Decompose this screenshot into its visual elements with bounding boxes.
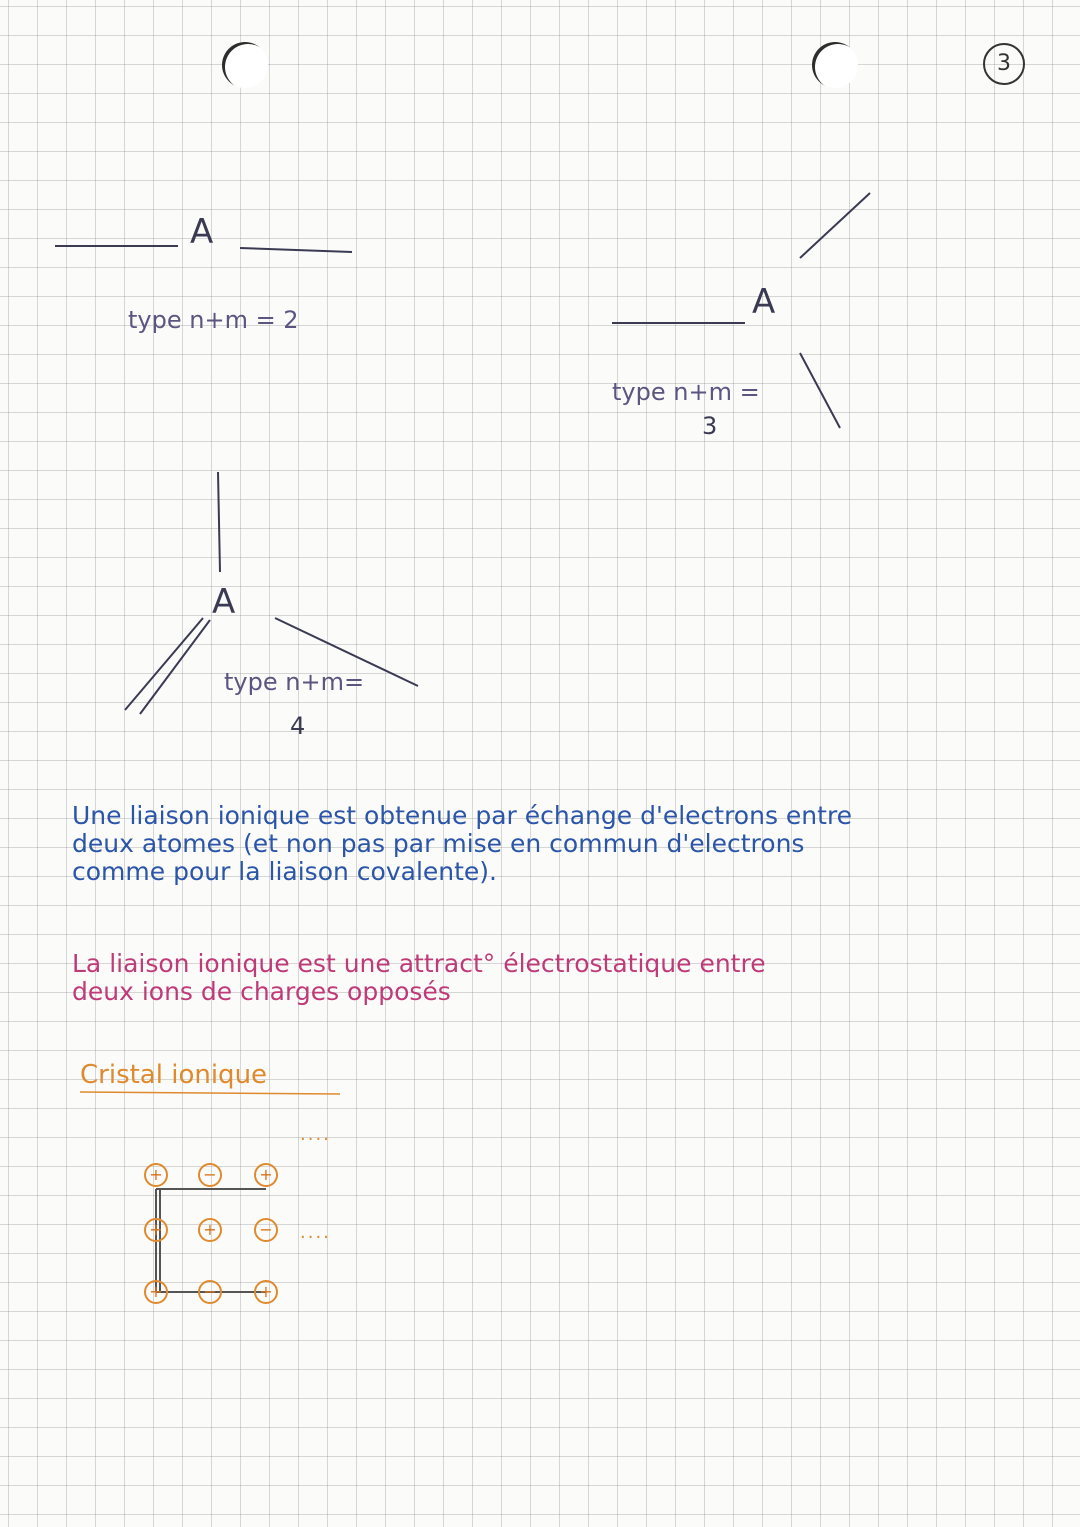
definition-line: La liaison ionique est une attract° électrostatique entre [72,949,766,978]
ionic-bond-definition [72,802,852,886]
lattice-continuation-top: .... [300,1124,331,1145]
bond-line [140,620,210,714]
cation-icon: + [144,1218,168,1242]
type-label-linear: type n+m = 2 [128,306,299,334]
bond-line [800,353,840,428]
definition-line: Une liaison ionique est obtenue par échange d'electrons entre [72,801,853,830]
cation-icon: + [198,1218,222,1242]
bond-line [218,472,220,572]
cation-icon: + [254,1163,278,1187]
type-label-trigonal: type n+m = [612,378,760,406]
atom-label-trigonal: A [752,282,776,322]
page-number: 3 [983,43,1025,85]
title-underline [80,1092,340,1094]
cation-icon: + [144,1163,168,1187]
bond-line [125,618,203,710]
definition-line: comme pour la liaison covalente). [72,857,497,886]
anion-icon: − [198,1280,222,1304]
bond-line [240,248,352,252]
cation-icon: + [254,1280,278,1304]
crystal-title: Cristal ionique [80,1060,268,1090]
cation-icon: + [144,1280,168,1304]
atom-label-linear: A [190,212,214,252]
atom-label-tetrahedral: A [212,582,236,622]
type-label-tetrahedral: type n+m= [224,668,365,696]
electrostatic-definition [72,950,766,1006]
lattice-continuation-right: .... [300,1222,331,1243]
definition-line: deux atomes (et non pas par mise en commun d'electrons [72,829,805,858]
type-value-trigonal: 3 [702,412,718,440]
definition-line: deux ions de charges opposés [72,977,451,1006]
bond-line [800,193,870,258]
anion-icon: − [198,1163,222,1187]
anion-icon: − [254,1218,278,1242]
type-value-tetrahedral: 4 [290,712,306,740]
